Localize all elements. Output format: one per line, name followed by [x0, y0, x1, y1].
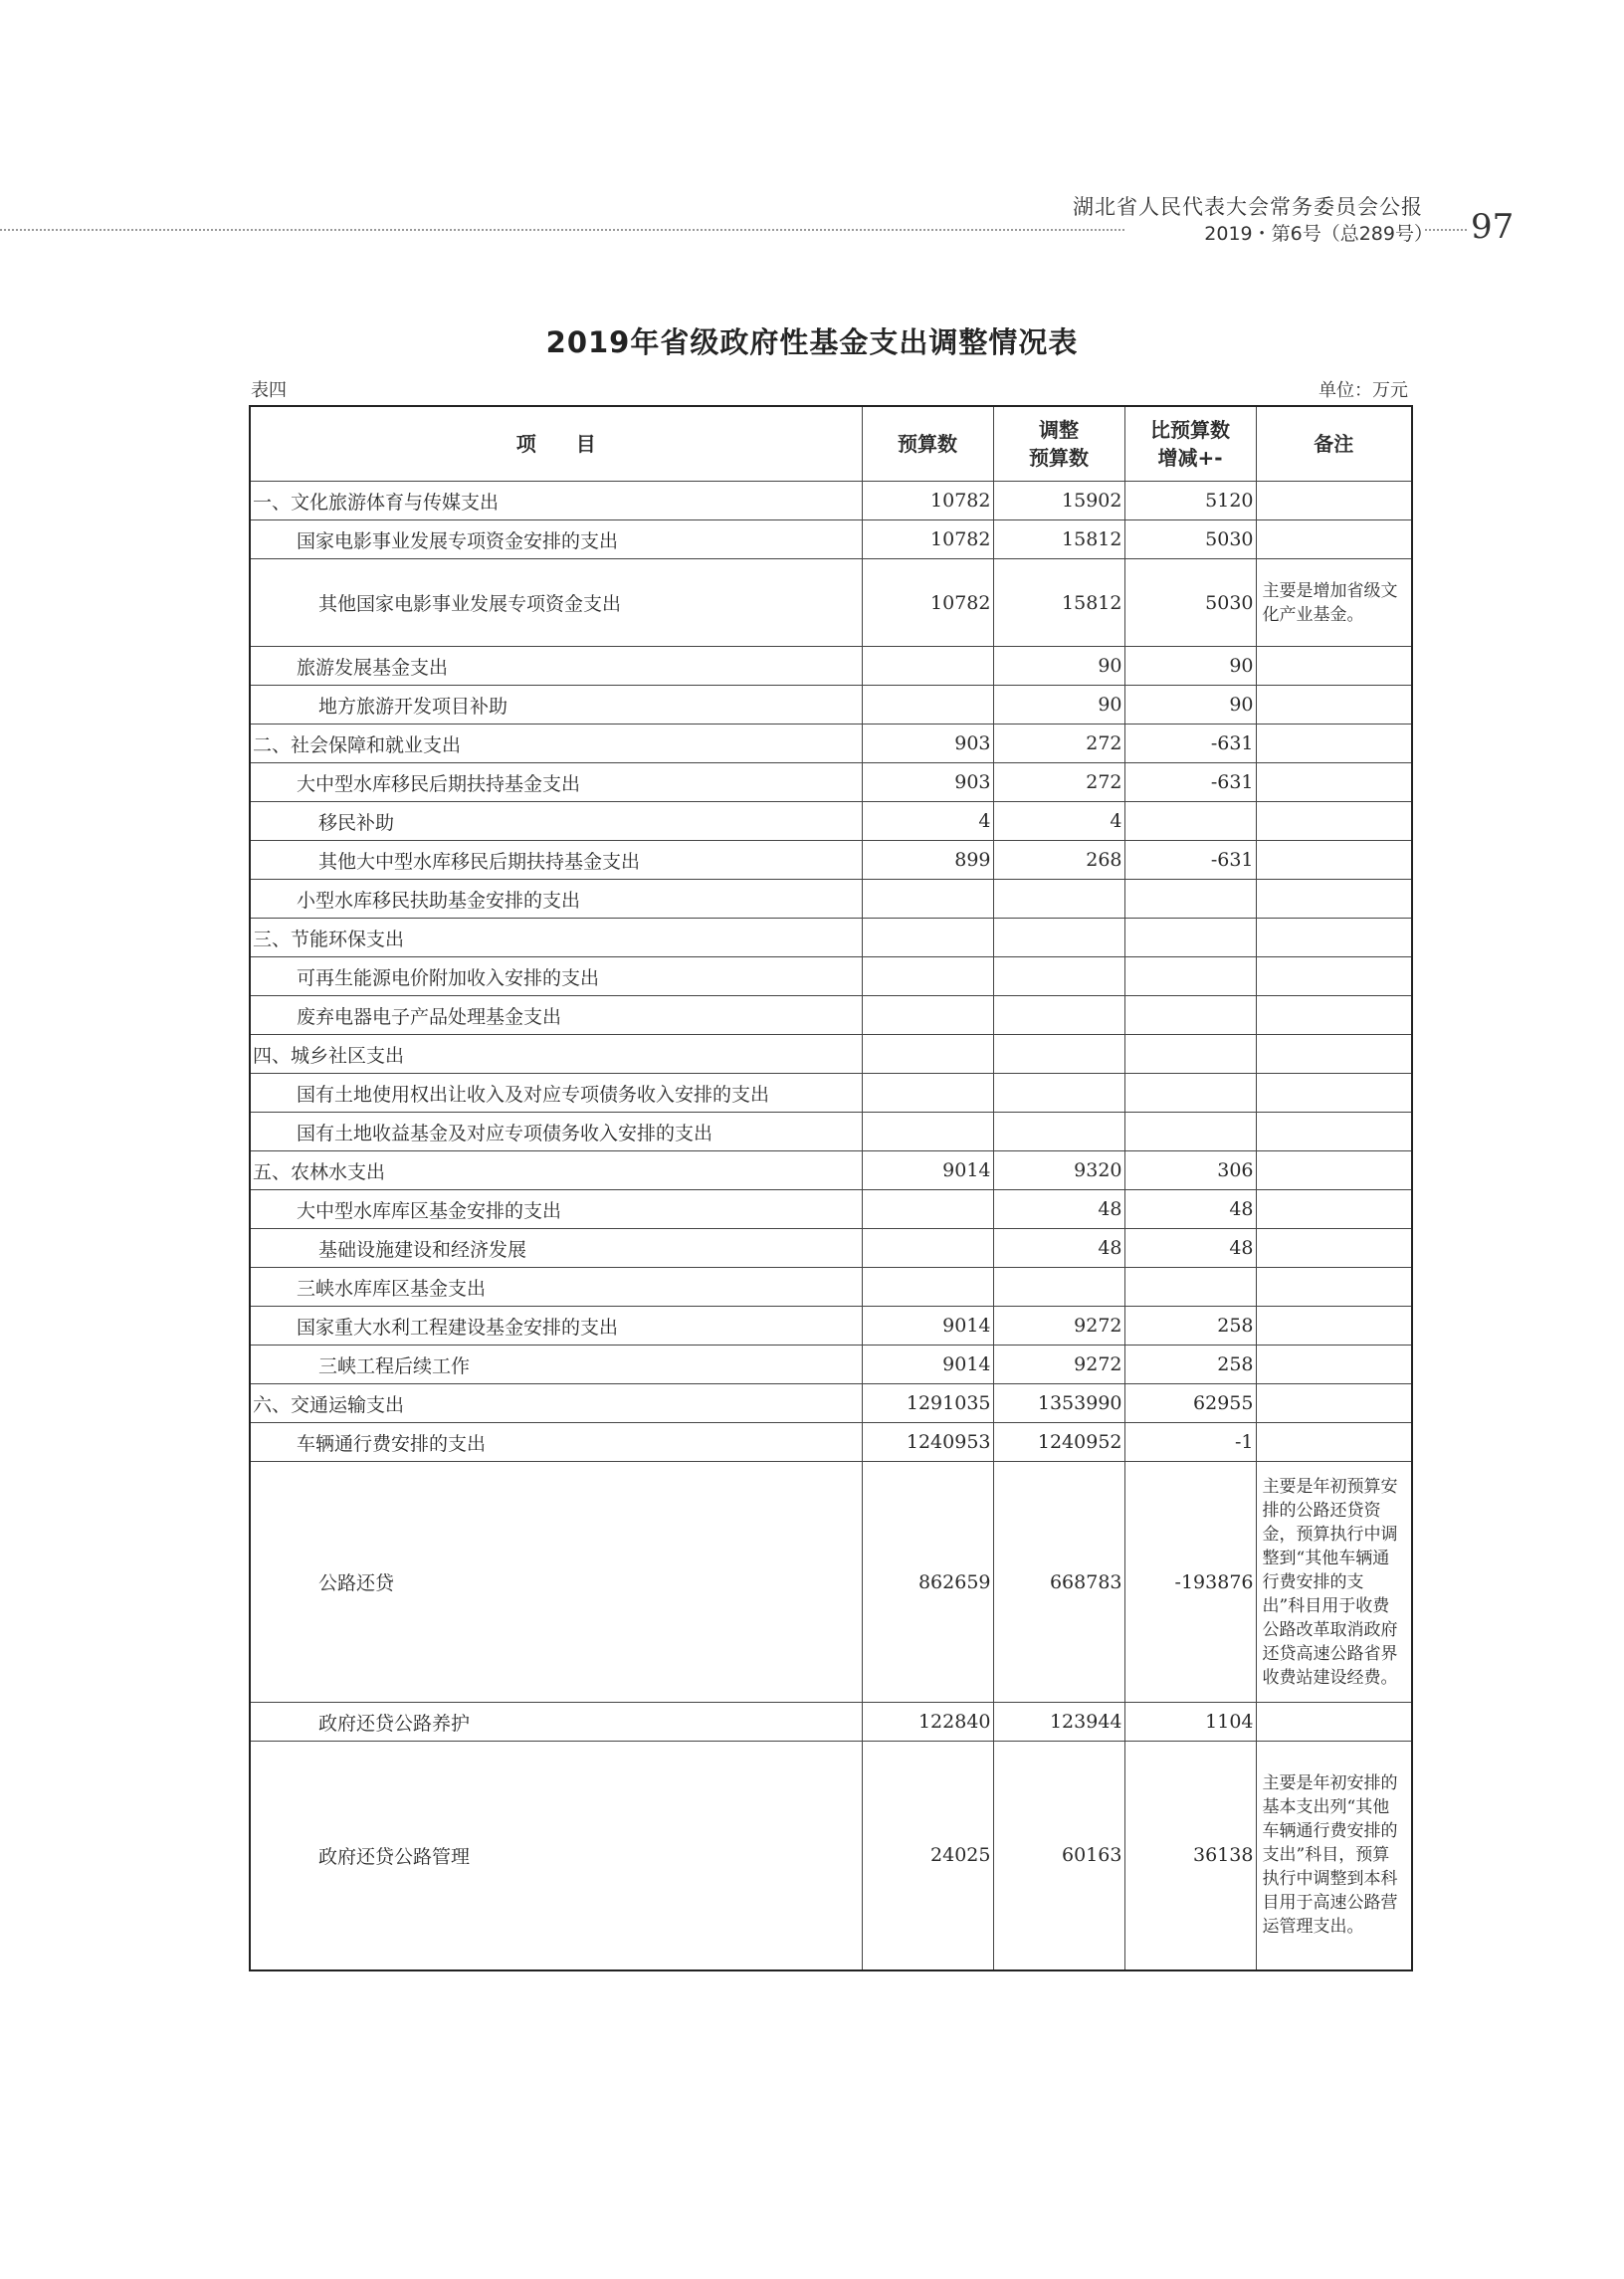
row-change-value	[1124, 1074, 1256, 1113]
row-budget-value	[862, 1190, 993, 1229]
row-adjusted-value: 60163	[993, 1742, 1124, 1970]
row-note	[1256, 1074, 1412, 1113]
table-row	[250, 1346, 1412, 1384]
row-change-value	[1124, 919, 1256, 957]
publication-title: 湖北省人民代表大会常务委员会公报	[1073, 195, 1423, 219]
table-header-row	[250, 406, 1412, 482]
row-item-label: 基础设施建设和经济发展	[250, 1229, 862, 1268]
row-note	[1256, 880, 1412, 919]
row-note	[1256, 647, 1412, 686]
row-item-label: 旅游发展基金支出	[250, 647, 862, 686]
row-change-value: -193876	[1124, 1462, 1256, 1703]
row-adjusted-value: 272	[993, 763, 1124, 802]
row-change-value: 36138	[1124, 1742, 1256, 1970]
row-change-value: 90	[1124, 686, 1256, 725]
row-note	[1256, 1190, 1412, 1229]
row-budget-value	[862, 1268, 993, 1307]
row-adjusted-value	[993, 880, 1124, 919]
row-adjusted-value	[993, 957, 1124, 996]
row-change-value: 258	[1124, 1307, 1256, 1346]
header-dotted-rule-right	[1425, 229, 1467, 231]
table-row	[250, 1229, 1412, 1268]
row-change-value: 48	[1124, 1190, 1256, 1229]
row-item-label: 大中型水库库区基金安排的支出	[250, 1190, 862, 1229]
unit-label: 单位：万元	[1319, 380, 1408, 401]
row-adjusted-value: 1240952	[993, 1423, 1124, 1462]
row-adjusted-value	[993, 1113, 1124, 1151]
row-adjusted-value	[993, 1268, 1124, 1307]
row-budget-value: 903	[862, 725, 993, 763]
table-row	[250, 482, 1412, 520]
row-item-label: 地方旅游开发项目补助	[250, 686, 862, 725]
table-row	[250, 1074, 1412, 1113]
row-adjusted-value	[993, 919, 1124, 957]
row-change-value: -1	[1124, 1423, 1256, 1462]
row-adjusted-value: 9320	[993, 1151, 1124, 1190]
table-row	[250, 1307, 1412, 1346]
row-change-value: 5030	[1124, 559, 1256, 647]
table-row	[250, 520, 1412, 559]
document-title: 2019年省级政府性基金支出调整情况表	[545, 325, 1079, 359]
row-item-label: 三峡工程后续工作	[250, 1346, 862, 1384]
row-item-label: 一、文化旅游体育与传媒支出	[250, 482, 862, 520]
row-change-value: -631	[1124, 763, 1256, 802]
row-budget-value: 10782	[862, 559, 993, 647]
page-number: 97	[1471, 207, 1515, 247]
row-change-value	[1124, 880, 1256, 919]
table-row	[250, 919, 1412, 957]
row-budget-value	[862, 647, 993, 686]
row-note	[1256, 1703, 1412, 1742]
row-change-value	[1124, 1268, 1256, 1307]
row-adjusted-value	[993, 1074, 1124, 1113]
row-note	[1256, 1423, 1412, 1462]
table-row	[250, 841, 1412, 880]
row-note	[1256, 996, 1412, 1035]
row-budget-value: 4	[862, 802, 993, 841]
table-row	[250, 686, 1412, 725]
row-item-label: 国家重大水利工程建设基金安排的支出	[250, 1307, 862, 1346]
row-change-value	[1124, 1113, 1256, 1151]
column-header-budget: 预算数	[862, 406, 993, 482]
row-budget-value: 862659	[862, 1462, 993, 1703]
table-row	[250, 1384, 1412, 1423]
column-header-change	[1124, 406, 1256, 482]
column-header-adjusted-line1: 调整	[1039, 418, 1079, 442]
row-change-value	[1124, 802, 1256, 841]
row-note	[1256, 725, 1412, 763]
row-note	[1256, 1268, 1412, 1307]
row-note	[1256, 919, 1412, 957]
row-note	[1256, 1035, 1412, 1074]
row-budget-value	[862, 1229, 993, 1268]
row-budget-value	[862, 1074, 993, 1113]
row-note	[1256, 1229, 1412, 1268]
row-budget-value: 10782	[862, 520, 993, 559]
column-header-note: 备注	[1256, 406, 1412, 482]
column-header-adjusted	[993, 406, 1124, 482]
table-row	[250, 1151, 1412, 1190]
row-note	[1256, 520, 1412, 559]
row-change-value: 258	[1124, 1346, 1256, 1384]
row-note	[1256, 1384, 1412, 1423]
row-item-label: 国有土地收益基金及对应专项债务收入安排的支出	[250, 1113, 862, 1151]
row-item-label: 大中型水库移民后期扶持基金支出	[250, 763, 862, 802]
row-item-label: 可再生能源电价附加收入安排的支出	[250, 957, 862, 996]
row-note	[1256, 1307, 1412, 1346]
table-row	[250, 1423, 1412, 1462]
row-note	[1256, 763, 1412, 802]
table-row	[250, 1190, 1412, 1229]
row-item-label: 移民补助	[250, 802, 862, 841]
row-budget-value: 9014	[862, 1307, 993, 1346]
row-adjusted-value: 272	[993, 725, 1124, 763]
row-budget-value	[862, 919, 993, 957]
row-adjusted-value: 9272	[993, 1346, 1124, 1384]
row-budget-value: 903	[862, 763, 993, 802]
header-dotted-rule	[0, 229, 1172, 231]
row-item-label: 国有土地使用权出让收入及对应专项债务收入安排的支出	[250, 1074, 862, 1113]
row-adjusted-value	[993, 1035, 1124, 1074]
row-adjusted-value: 15812	[993, 520, 1124, 559]
table-row	[250, 1268, 1412, 1307]
table-row	[250, 880, 1412, 919]
table-id: 表四	[251, 380, 287, 401]
row-item-label: 其他大中型水库移民后期扶持基金支出	[250, 841, 862, 880]
row-item-label: 废弃电器电子产品处理基金支出	[250, 996, 862, 1035]
row-change-value: 1104	[1124, 1703, 1256, 1742]
row-note: 主要是年初安排的基本支出列“其他车辆通行费安排的支出”科目，预算执行中调整到本科目用于高速公路营运管理支出。	[1256, 1742, 1412, 1970]
row-adjusted-value: 668783	[993, 1462, 1124, 1703]
row-budget-value: 9014	[862, 1151, 993, 1190]
column-header-adjusted-line2: 预算数	[1029, 446, 1089, 470]
row-budget-value: 9014	[862, 1346, 993, 1384]
row-note	[1256, 482, 1412, 520]
row-note	[1256, 802, 1412, 841]
row-change-value: 5030	[1124, 520, 1256, 559]
row-item-label: 小型水库移民扶助基金安排的支出	[250, 880, 862, 919]
row-budget-value	[862, 1113, 993, 1151]
row-item-label: 政府还贷公路养护	[250, 1703, 862, 1742]
row-change-value: 306	[1124, 1151, 1256, 1190]
table-row	[250, 802, 1412, 841]
row-budget-value: 899	[862, 841, 993, 880]
row-change-value: 62955	[1124, 1384, 1256, 1423]
column-header-change-line2: 增减+-	[1157, 446, 1223, 470]
row-note	[1256, 1346, 1412, 1384]
row-adjusted-value: 15902	[993, 482, 1124, 520]
row-item-label: 三、节能环保支出	[250, 919, 862, 957]
row-item-label: 二、社会保障和就业支出	[250, 725, 862, 763]
row-item-label: 国家电影事业发展专项资金安排的支出	[250, 520, 862, 559]
row-item-label: 公路还贷	[250, 1462, 862, 1703]
row-adjusted-value	[993, 996, 1124, 1035]
row-note	[1256, 1151, 1412, 1190]
row-change-value	[1124, 957, 1256, 996]
table-row	[250, 996, 1412, 1035]
row-budget-value	[862, 880, 993, 919]
table-row	[250, 1742, 1412, 1970]
row-budget-value: 24025	[862, 1742, 993, 1970]
row-budget-value: 10782	[862, 482, 993, 520]
row-budget-value: 1240953	[862, 1423, 993, 1462]
row-change-value: -631	[1124, 841, 1256, 880]
row-note	[1256, 686, 1412, 725]
row-note: 主要是年初预算安排的公路还贷资金，预算执行中调整到“其他车辆通行费安排的支出”科目用于收费公路改革取消政府还贷高速公路省界收费站建设经费。	[1256, 1462, 1412, 1703]
row-item-label: 车辆通行费安排的支出	[250, 1423, 862, 1462]
row-adjusted-value: 15812	[993, 559, 1124, 647]
row-change-value: 5120	[1124, 482, 1256, 520]
row-note	[1256, 957, 1412, 996]
row-item-label: 六、交通运输支出	[250, 1384, 862, 1423]
row-budget-value	[862, 1035, 993, 1074]
row-change-value	[1124, 996, 1256, 1035]
table-row	[250, 1035, 1412, 1074]
row-item-label: 四、城乡社区支出	[250, 1035, 862, 1074]
column-header-item: 项 目	[250, 406, 862, 482]
table-row	[250, 1113, 1412, 1151]
row-budget-value: 1291035	[862, 1384, 993, 1423]
column-header-change-line1: 比预算数	[1150, 418, 1230, 442]
table-row	[250, 1462, 1412, 1703]
row-budget-value	[862, 996, 993, 1035]
row-adjusted-value: 48	[993, 1229, 1124, 1268]
table-row	[250, 725, 1412, 763]
row-change-value: 90	[1124, 647, 1256, 686]
row-adjusted-value: 90	[993, 647, 1124, 686]
row-adjusted-value: 123944	[993, 1703, 1124, 1742]
row-item-label: 其他国家电影事业发展专项资金支出	[250, 559, 862, 647]
row-note	[1256, 841, 1412, 880]
table-row	[250, 1703, 1412, 1742]
row-item-label: 三峡水库库区基金支出	[250, 1268, 862, 1307]
row-adjusted-value: 48	[993, 1190, 1124, 1229]
row-budget-value	[862, 686, 993, 725]
table-row	[250, 763, 1412, 802]
row-item-label: 五、农林水支出	[250, 1151, 862, 1190]
row-adjusted-value: 1353990	[993, 1384, 1124, 1423]
row-adjusted-value: 268	[993, 841, 1124, 880]
issue-number: 2019・第6号（总289号）	[1124, 219, 1433, 246]
row-change-value: 48	[1124, 1229, 1256, 1268]
table-row	[250, 559, 1412, 647]
budget-adjustment-table	[249, 405, 1413, 1971]
row-item-label: 政府还贷公路管理	[250, 1742, 862, 1970]
row-note: 主要是增加省级文化产业基金。	[1256, 559, 1412, 647]
table-row	[250, 957, 1412, 996]
row-budget-value	[862, 957, 993, 996]
row-change-value	[1124, 1035, 1256, 1074]
row-note	[1256, 1113, 1412, 1151]
row-budget-value: 122840	[862, 1703, 993, 1742]
row-adjusted-value: 4	[993, 802, 1124, 841]
table-row	[250, 647, 1412, 686]
row-adjusted-value: 9272	[993, 1307, 1124, 1346]
row-change-value: -631	[1124, 725, 1256, 763]
row-adjusted-value: 90	[993, 686, 1124, 725]
